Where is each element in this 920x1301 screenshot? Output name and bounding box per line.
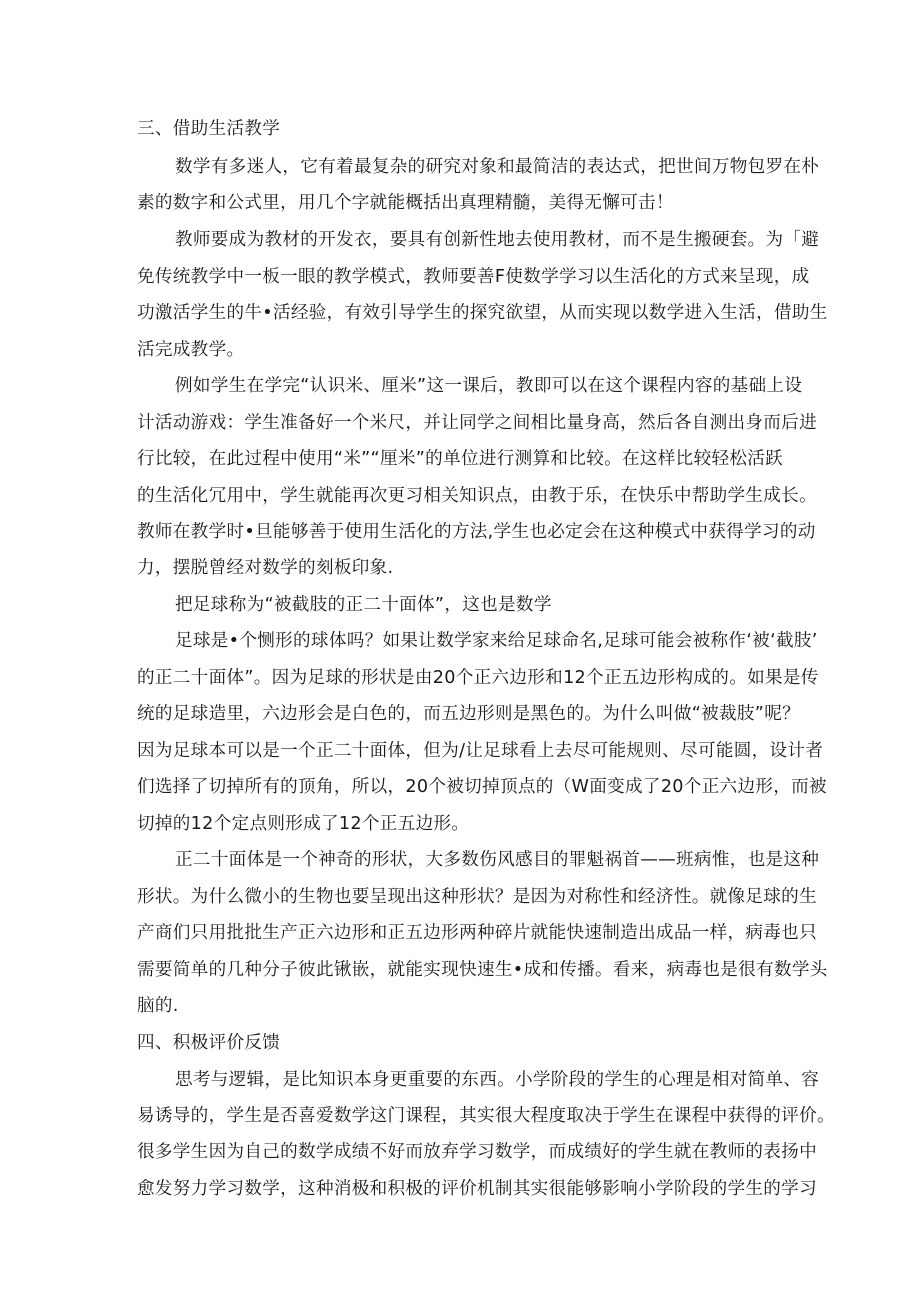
paragraph-line: 很多学生因为自己的数学成绩不好而放弃学习数学，而成绩好的学生就在教师的表扬中 — [137, 1142, 817, 1162]
section-heading-four: 四、积极评价反馈 — [137, 1033, 281, 1053]
paragraph-line: 素的数字和公式里，用几个字就能概括出真理精髓，美得无懈可击！ — [137, 193, 674, 213]
paragraph-line: 行比较，在此过程中使用“米”“厘米”的单位进行测算和比较。在这样比较轻松活跃 — [137, 449, 784, 469]
paragraph-line: 正二十面体是一个神奇的形状，大多数伤风感目的罪魁祸首——班病惟，也是这种 — [175, 850, 820, 870]
paragraph-line: 计活动游戏：学生准备好一个米尺，并让同学之间相比量身高，然后各自测出身而后进 — [137, 413, 817, 433]
paragraph-line: 教师在教学时•旦能够善于使用生活化的方法,学生也必定会在这种模式中获得学习的动 — [137, 522, 816, 542]
paragraph-line: 的生活化冗用中，学生就能再次更习相关知识点，由教于乐，在快乐中帮助学生成长。 — [137, 486, 817, 506]
section-heading-three: 三、借助生活教学 — [137, 119, 281, 139]
paragraph-line: 们选择了切掉所有的顶角，所以，20个被切掉顶点的（W面变成了20个正六边形，而被 — [137, 777, 827, 797]
paragraph-line: 统的足球造里，六边形会是白色的，而五边形则是黑色的。为什么叫做“被裁肢”呢？ — [137, 704, 801, 724]
paragraph-line: 数学有多迷人，它有着最复杂的研究对象和最简洁的表达式，把世间万物包罗在朴 — [175, 157, 820, 177]
paragraph-line: 例如学生在学完“认识米、厘米”这一课后，教即可以在这个课程内容的基础上设 — [175, 376, 803, 396]
paragraph-line: 思考与逻辑，是比知识本身更重要的东西。小学阶段的学生的心理是相对简单、容 — [175, 1070, 820, 1090]
paragraph-line: 足球是•个恻形的球体吗？如果让数学家来给足球命名,足球可能会被称作‘被‘截肢’ — [175, 631, 818, 651]
paragraph-line: 的正二十面体”。因为足球的形状是由20个正六边形和12个正五边形构成的。如果是传 — [137, 668, 819, 688]
subheading: 把足球称为“被截肢的正二十面体”，这也是数学 — [175, 595, 552, 615]
paragraph-line: 产商们只用批批生产正六边形和正五边形两种碎片就能快速制造出成品一样，病毒也只 — [137, 923, 817, 943]
paragraph-line: 功激活学生的牛•活经验，有效引导学生的探究欲望，从而实现以数学进入生活，借助生 — [137, 303, 828, 323]
paragraph-line: 因为足球本可以是一个正二十面体，但为/让足球看上去尽可能规则、尽可能圆，设计者 — [137, 741, 824, 761]
paragraph-line: 切掉的12个定点则形成了12个正五边形。 — [137, 814, 470, 834]
paragraph-line: 活完成教学。 — [137, 340, 245, 360]
paragraph-line: 力，摆脱曾经对数学的刻板印象. — [137, 558, 394, 578]
paragraph-line: 愈发努力学习数学，这种消极和积极的评价机制其实很能够影响小学阶段的学生的学习 — [137, 1179, 817, 1199]
paragraph-line: 脑的. — [137, 996, 179, 1016]
paragraph-line: 教师要成为教材的开发衣，要具有创新性地去使用教材，而不是生搬硬套。为「避 — [175, 230, 820, 250]
paragraph-line: 免传统教学中一板一眼的教学模式，教师要善F使数学学习以生活化的方式来呈现，成 — [137, 267, 810, 287]
paragraph-line: 易诱导的，学生是否喜爱数学这门课程，其实很大程度取决于学生在课程中获得的评价。 — [137, 1106, 835, 1126]
paragraph-line: 形状。为什么微小的生物也要呈现出这种形状？是因为对称性和经济性。就像足球的生 — [137, 887, 817, 907]
paragraph-line: 需要简单的几种分子彼此锹嵌，就能实现快速生•成和传播。看来，病毒也是很有数学头 — [137, 960, 828, 980]
